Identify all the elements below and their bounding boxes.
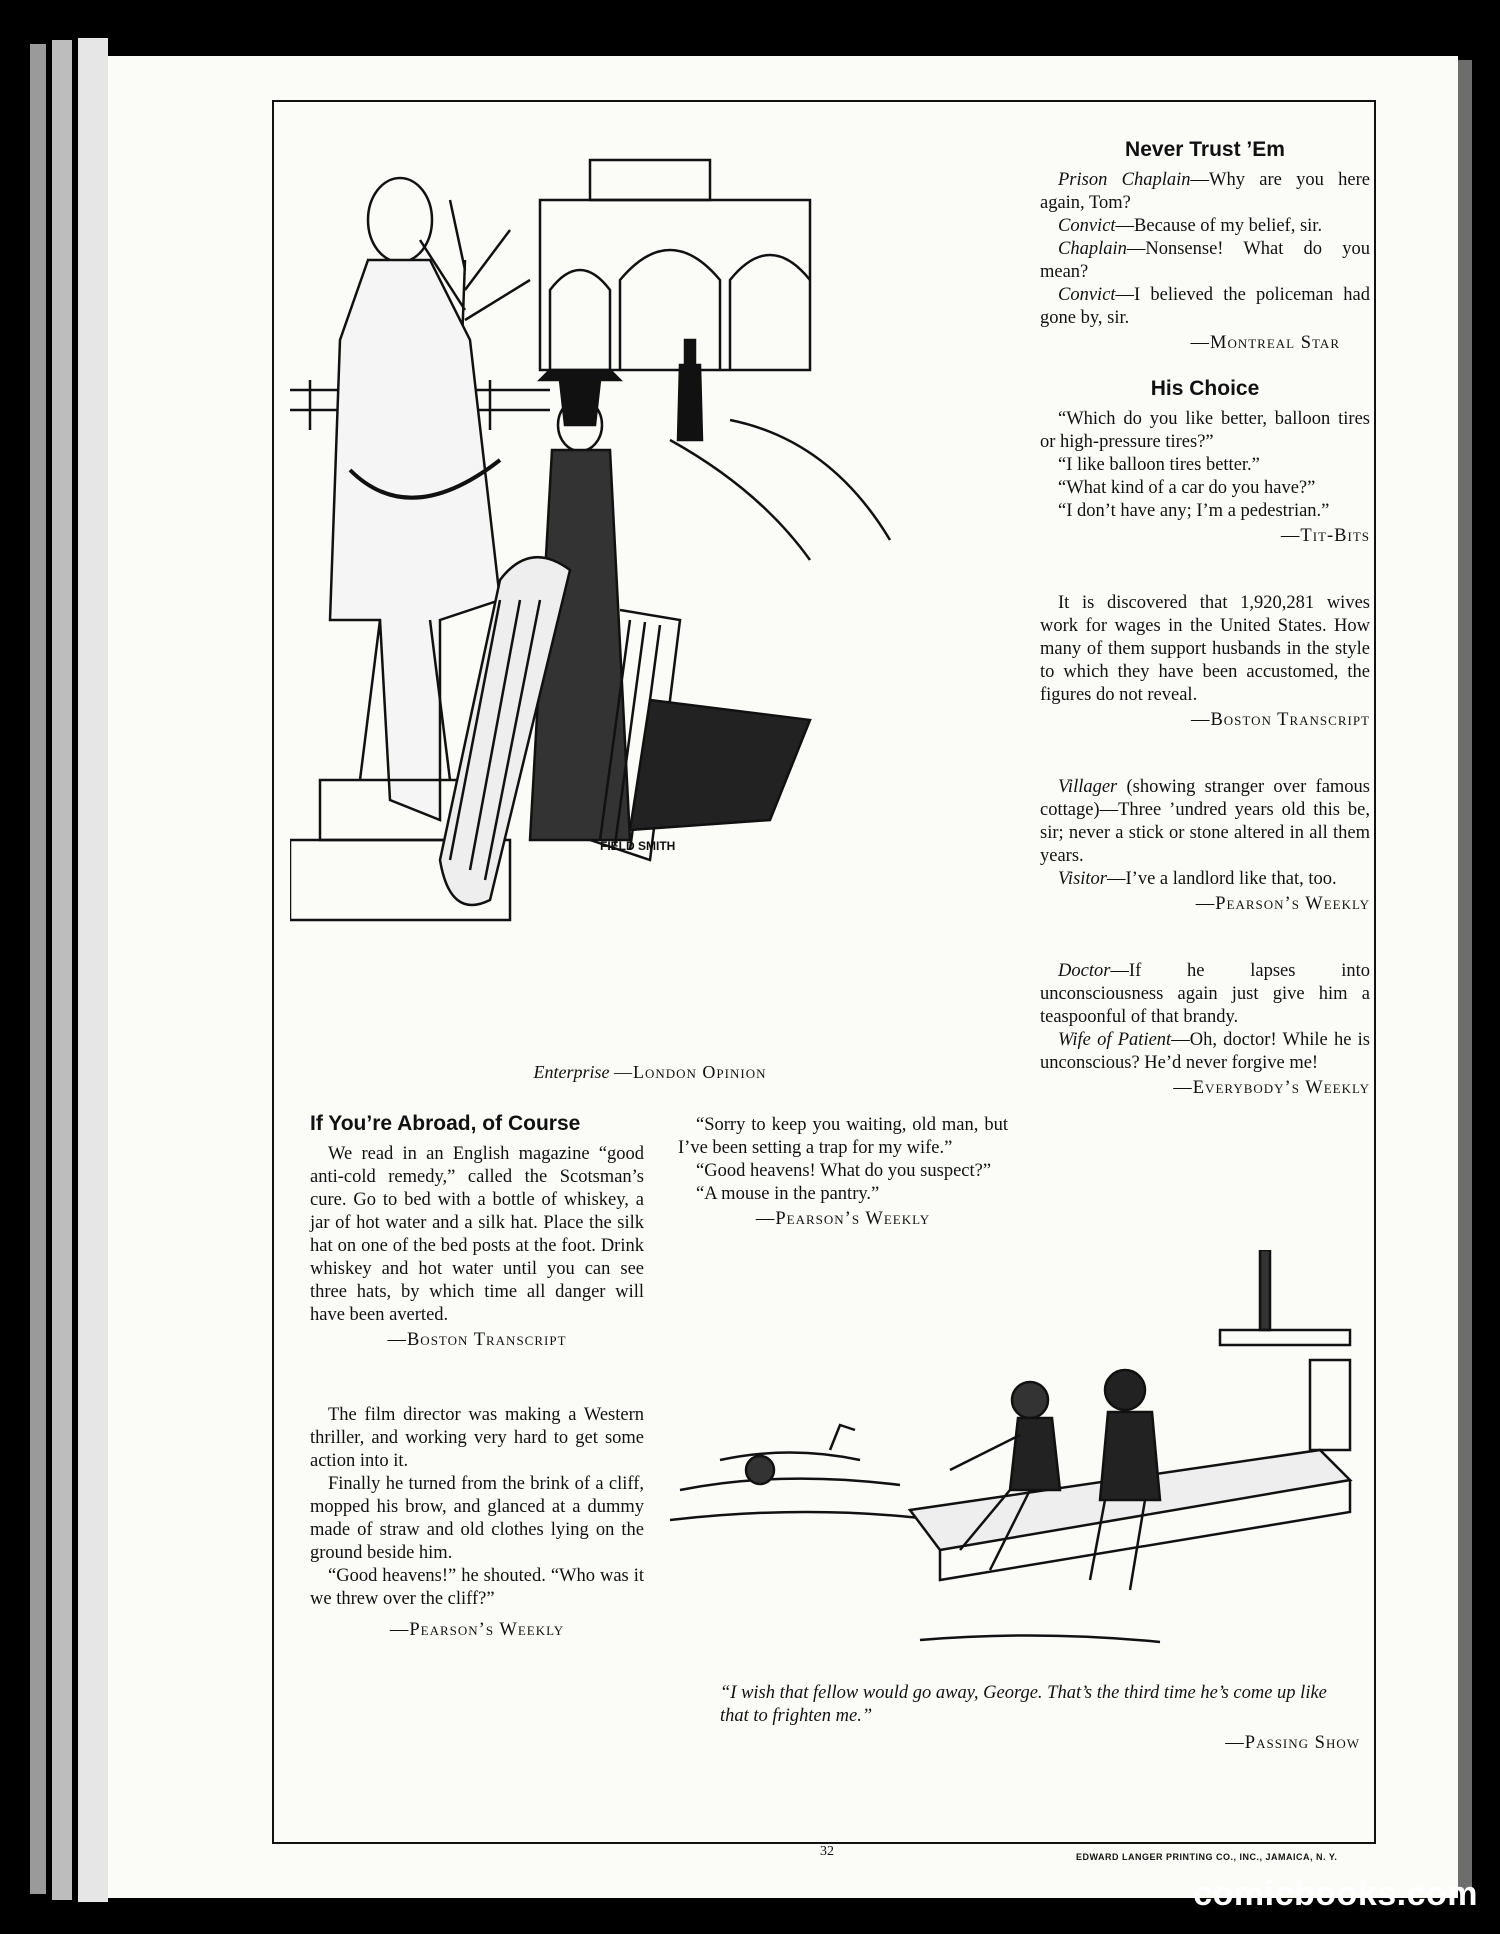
villager-source: —Pearson’s Weekly bbox=[1195, 894, 1370, 914]
mouse-p1: “Sorry to keep you waiting, old man, but I’ve been setting a trap for my wife.” bbox=[678, 1115, 1008, 1158]
never-trust-line-3: Chaplain—Nonsense! What do you mean? bbox=[1040, 239, 1370, 282]
caption-quote: “I wish that fellow would go away, George. That’s the third time he’s come up like that to frighten me.” bbox=[720, 1683, 1327, 1726]
left-column bbox=[310, 1112, 644, 1642]
film-p2: Finally he turned from the brink of a cliff, mopped his brow, and glanced at a dummy made of straw and old clothes lying on the ground beside him. bbox=[310, 1474, 644, 1563]
book-page-edge-1 bbox=[30, 44, 46, 1894]
abroad-text: We read in an English magazine “good anti-cold remedy,” called the Scotsman’s cure. Go to bed with a bottle of whiskey, a jar of hot water and a silk hat. Place the silk hat on one of the bed posts at the foot. Drink whiskey and hot water until you can see three hats, by which time all danger will have been averted. bbox=[310, 1144, 644, 1325]
film-source: —Pearson’s Weekly bbox=[389, 1620, 565, 1640]
never-trust-line-2: Convict—Because of my belief, sir. bbox=[1058, 216, 1323, 236]
never-trust-title: Never Trust ’Em bbox=[1125, 138, 1285, 161]
wives-text: It is discovered that 1,920,281 wives work for wages in the United States. How many of them support husbands in the style to which they have been accustomed, the figures do not reveal. bbox=[1040, 593, 1370, 705]
film-p3: “Good heavens!” he shouted. “Who was it we threw over the cliff?” bbox=[310, 1566, 644, 1609]
printer-credit: EDWARD LANGER PRINTING CO., INC., JAMAICA, N. Y. bbox=[1076, 1852, 1338, 1862]
his-choice-title: His Choice bbox=[1150, 377, 1260, 400]
caption-source: —London Opinion bbox=[614, 1062, 767, 1082]
right-column bbox=[1040, 138, 1370, 1100]
mouse-p2: “Good heavens! What do you suspect?” bbox=[696, 1161, 992, 1181]
book-page-edge-3 bbox=[78, 38, 108, 1902]
doctor-source: —Everybody’s Weekly bbox=[1173, 1078, 1370, 1098]
cartoon-enterprise-caption bbox=[380, 1062, 920, 1083]
never-trust-line-1: Prison Chaplain—Why are you here again, Tom? bbox=[1040, 170, 1370, 213]
his-choice-p4: “I don’t have any; I’m a pedestrian.” bbox=[1058, 501, 1330, 521]
middle-column bbox=[678, 1114, 1008, 1231]
his-choice-p1: “Which do you like better, balloon tires or high-pressure tires?” bbox=[1040, 409, 1370, 452]
book-page-edge-2 bbox=[52, 40, 72, 1900]
villager-line-2: Visitor—I’ve a landlord like that, too. bbox=[1058, 869, 1337, 889]
site-watermark: comicbooks.com bbox=[1193, 1875, 1478, 1913]
cartoon-enterprise bbox=[290, 140, 1030, 1040]
abroad-title: If You’re Abroad, of Course bbox=[310, 1112, 581, 1135]
caption-title: Enterprise bbox=[533, 1062, 610, 1082]
abroad-source: —Boston Transcript bbox=[387, 1330, 567, 1350]
his-choice-p2: “I like balloon tires better.” bbox=[1058, 455, 1260, 475]
villager-line-1: Villager (showing stranger over famous cottage)—Three ’undred years old this be, sir; never a stick or stone altered in all them years. bbox=[1040, 777, 1370, 866]
doctor-line-1: Doctor—If he lapses into unconsciousness again just give him a teaspoonful of that brandy. bbox=[1040, 961, 1370, 1027]
mouse-p3: “A mouse in the pantry.” bbox=[696, 1184, 880, 1204]
cartoon-swimmers-caption bbox=[720, 1682, 1360, 1755]
his-choice-source: —Tit-Bits bbox=[1280, 526, 1370, 546]
cartoon-enterprise-signature: FIELD SMITH bbox=[600, 839, 676, 853]
book-spine-right bbox=[1458, 60, 1472, 1890]
wives-source: —Boston Transcript bbox=[1190, 710, 1370, 730]
never-trust-line-4: Convict—I believed the policeman had gone by, sir. bbox=[1040, 285, 1370, 328]
doctor-line-2: Wife of Patient—Oh, doctor! While he is unconscious? He’d never forgive me! bbox=[1040, 1030, 1371, 1073]
mouse-source: —Pearson’s Weekly bbox=[755, 1209, 931, 1229]
page-number: 32 bbox=[820, 1844, 834, 1859]
never-trust-source: —Montreal Star bbox=[1190, 333, 1340, 353]
caption-source-passing-show: —Passing Show bbox=[1225, 1733, 1360, 1753]
film-p1: The film director was making a Western thriller, and working very hard to get some action into it. bbox=[310, 1405, 644, 1471]
his-choice-p3: “What kind of a car do you have?” bbox=[1058, 478, 1316, 498]
cartoon-swimmers bbox=[660, 1250, 1360, 1650]
